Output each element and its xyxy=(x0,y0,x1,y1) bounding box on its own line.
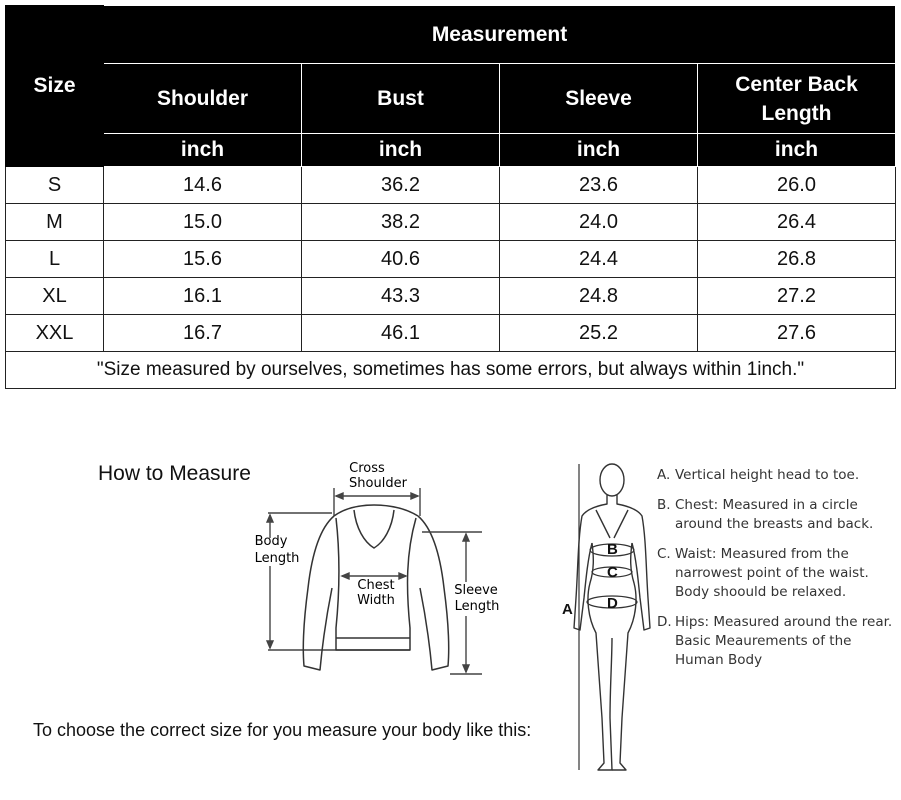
bust-header: Bust xyxy=(302,64,500,134)
value-cell: 26.8 xyxy=(698,241,896,278)
note-text: Waist: Measured from the narrowest point of the waist. Body shoould be relaxed. xyxy=(675,546,869,600)
value-cell: 24.4 xyxy=(500,241,698,278)
center-back-length-header: Center Back Length xyxy=(698,64,896,134)
unit-label: inch xyxy=(698,134,896,167)
size-cell: M xyxy=(6,204,104,241)
value-cell: 24.8 xyxy=(500,278,698,315)
size-chart-table xyxy=(5,5,896,389)
sleeve-length-label-line1: Sleeve xyxy=(454,583,498,598)
choose-size-instruction: To choose the correct size for you measure your body like this: xyxy=(33,720,532,740)
human-body-icon xyxy=(574,464,650,770)
note-text: Hips: Measured around the rear. Basic Meaurements of the Human Body xyxy=(675,614,893,668)
note-letter: A. xyxy=(657,467,671,483)
note-letter: C. xyxy=(657,546,671,562)
measurement-group-header: Measurement xyxy=(104,6,896,64)
value-cell: 14.6 xyxy=(104,167,302,204)
list-item xyxy=(657,466,897,485)
size-cell: XXL xyxy=(6,315,104,352)
value-cell: 25.2 xyxy=(500,315,698,352)
body-length-label-line2: Length xyxy=(254,551,300,566)
note-text: Vertical height head to toe. xyxy=(675,467,860,483)
unit-label: inch xyxy=(500,134,698,167)
measurement-notes xyxy=(657,466,897,681)
note-letter: B. xyxy=(657,497,671,513)
list-item xyxy=(657,496,897,534)
cross-shoulder-label-line2: Shoulder xyxy=(349,476,407,491)
letter-d-label: D xyxy=(607,595,618,612)
value-cell: 27.6 xyxy=(698,315,896,352)
table-row xyxy=(6,204,896,241)
unit-label: inch xyxy=(104,134,302,167)
value-cell: 26.4 xyxy=(698,204,896,241)
body-figure-diagram xyxy=(560,458,660,778)
value-cell: 15.0 xyxy=(104,204,302,241)
table-row xyxy=(6,167,896,204)
garment-diagram xyxy=(250,458,500,683)
footnote-row xyxy=(6,352,896,389)
shoulder-header: Shoulder xyxy=(104,64,302,134)
chest-width-label-line1: Chest xyxy=(357,578,395,593)
letter-a-label: A xyxy=(562,601,573,618)
value-cell: 16.1 xyxy=(104,278,302,315)
sleeve-header: Sleeve xyxy=(500,64,698,134)
letter-b-label: B xyxy=(607,541,618,558)
value-cell: 16.7 xyxy=(104,315,302,352)
size-column-header: Size xyxy=(6,6,104,167)
value-cell: 38.2 xyxy=(302,204,500,241)
value-cell: 40.6 xyxy=(302,241,500,278)
value-cell: 15.6 xyxy=(104,241,302,278)
value-cell: 36.2 xyxy=(302,167,500,204)
body-length-label-line1: Body xyxy=(254,534,288,549)
table-row xyxy=(6,278,896,315)
size-cell: L xyxy=(6,241,104,278)
table-row xyxy=(6,315,896,352)
cross-shoulder-arrow-icon xyxy=(334,488,420,516)
value-cell: 23.6 xyxy=(500,167,698,204)
value-cell: 46.1 xyxy=(302,315,500,352)
how-to-measure-title: How to Measure xyxy=(98,462,251,485)
value-cell: 43.3 xyxy=(302,278,500,315)
note-letter: D. xyxy=(657,614,672,630)
cross-shoulder-label-line1: Cross xyxy=(349,461,385,476)
chest-width-label-line2: Width xyxy=(357,593,395,608)
unit-label: inch xyxy=(302,134,500,167)
size-cell: S xyxy=(6,167,104,204)
letter-c-label: C xyxy=(607,564,618,581)
value-cell: 24.0 xyxy=(500,204,698,241)
note-text: Chest: Measured in a circle around the breasts and back. xyxy=(675,497,874,532)
sleeve-length-label-line2: Length xyxy=(454,599,500,614)
value-cell: 26.0 xyxy=(698,167,896,204)
list-item xyxy=(657,545,897,602)
list-item xyxy=(657,613,897,670)
size-footnote: "Size measured by ourselves, sometimes has some errors, but always within 1inch." xyxy=(6,352,896,389)
value-cell: 27.2 xyxy=(698,278,896,315)
size-cell: XL xyxy=(6,278,104,315)
table-row xyxy=(6,241,896,278)
